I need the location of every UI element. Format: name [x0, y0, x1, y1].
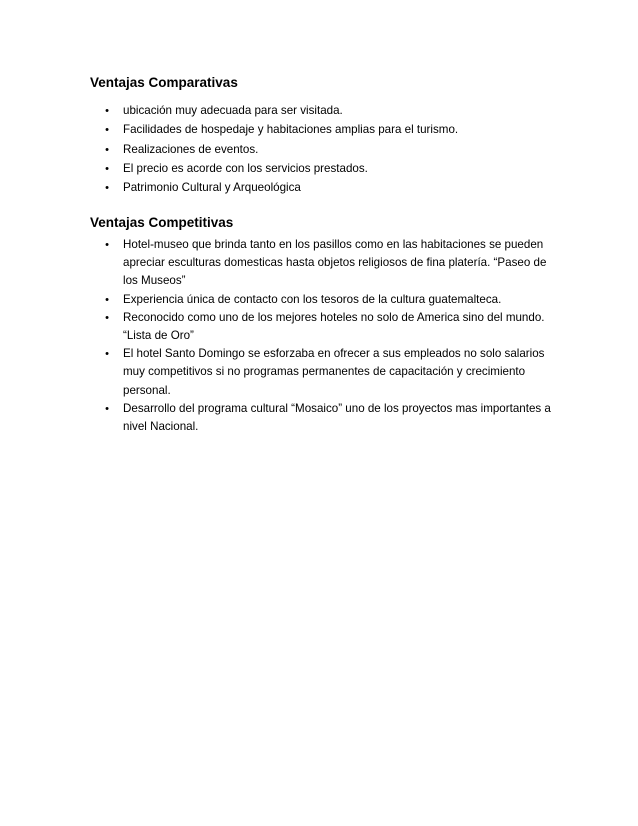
bullet-icon: • [105, 402, 109, 415]
section-heading: Ventajas Comparativas [90, 75, 238, 90]
bullet-icon: • [105, 182, 109, 195]
bullet-icon: • [105, 162, 109, 175]
list-item-text: Facilidades de hospedaje y habitaciones amplias para el turismo. [123, 123, 459, 137]
list-item [90, 160, 560, 178]
list-item-text: El hotel Santo Domingo se esforzaba en ofrecer a sus empleados no solo salarios muy competitivos si no programas permanentes de capacitación y crecimiento personal. [123, 347, 545, 397]
list-item-text: Desarrollo del programa cultural “Mosaico” uno de los proyectos mas importantes a nivel Nacional. [123, 401, 551, 434]
list-item-text: Realizaciones de eventos. [123, 142, 259, 156]
bullet-list [90, 236, 560, 436]
list-item [90, 141, 560, 159]
list-item-text: Patrimonio Cultural y Arqueológica [123, 181, 301, 195]
list-item-text: El precio es acorde con los servicios prestados. [123, 161, 368, 175]
bullet-icon: • [105, 348, 109, 361]
section-ventajas-comparativas [90, 74, 560, 198]
list-item [90, 121, 560, 139]
bullet-icon: • [105, 105, 109, 117]
list-item [90, 236, 560, 291]
bullet-icon: • [105, 143, 109, 156]
list-item [90, 291, 560, 309]
list-item-text: ubicación muy adecuada para ser visitada. [123, 104, 343, 117]
list-item [90, 345, 560, 400]
bullet-list [90, 102, 560, 197]
section-ventajas-competitivas [90, 214, 560, 436]
list-item [90, 309, 560, 345]
list-item-text: Experiencia única de contacto con los tesoros de la cultura guatemalteca. [123, 292, 502, 306]
list-item [90, 179, 560, 197]
list-item-text: Hotel-museo que brinda tanto en los pasillos como en las habitaciones se pueden apreciar esculturas domesticas hasta objetos religiosos de fina platería. “Paseo de los Museos” [123, 238, 547, 288]
list-item [90, 400, 560, 436]
list-item-text: Reconocido como uno de los mejores hoteles no solo de America sino del mundo. “Lista de Oro” [123, 310, 545, 343]
bullet-icon: • [105, 293, 109, 306]
bullet-icon: • [105, 311, 109, 324]
section-heading: Ventajas Competitivas [90, 215, 234, 230]
bullet-icon: • [105, 124, 109, 137]
bullet-icon: • [105, 239, 109, 251]
list-item [90, 102, 560, 120]
